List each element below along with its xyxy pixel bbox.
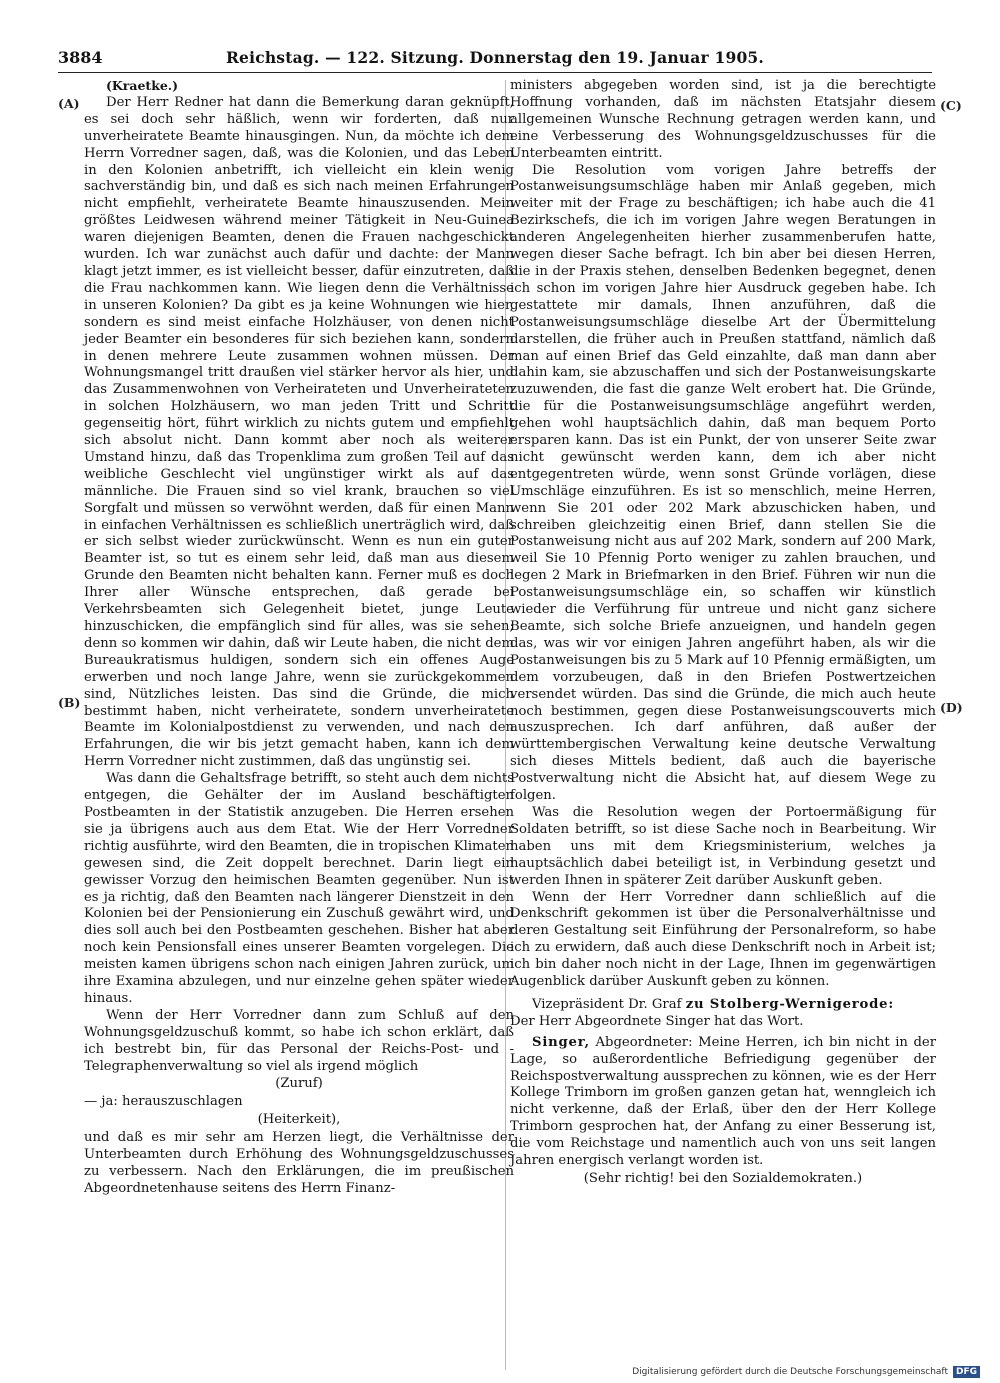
paragraph: Der Herr Redner hat dann die Bemerkung daran geknüpft, es sei doch sehr häßlich, wenn wir forderten, daß nur unverheiratete Beamte hinausgingen. Nun, da möchte ich dem Herrn Vorredner sagen, daß, was die Kolonien, und das Leben in den Kolonien anbetrifft, ich vielleicht ein klein wenig sachverständig bin, und daß es sich nach meinen Erfahrungen nicht empfiehlt, verheiratete Beamte hinauszusenden. Mein größtes Leidwesen während meiner Tätigkeit in Neu-Guinea waren diejenigen Beamten, denen die Frauen nachgeschickt wurden. Ich war zunächst auch dafür und dachte: der Mann klagt jetzt immer, es ist vielleicht besser, dafür einzutreten, daß die Frau nachkommen kann. Wie liegen denn die Verhältnisse in unseren Kolonien? Da gibt es ja keine Wohnungen wie hier, sondern es sind meist einfache Holzhäuser, von denen nicht jeder Beamter ein besonderes für sich beziehen kann, sondern in denen mehrere Leute zusammen wohnen müssen. Der Wohnungsmangel tritt draußen viel stärker hervor als hier, und das Zusammenwohnen von Verheirateten und Unverheirateten in solchen Holzhäusern, wo man jeden Tritt und Schritt gegenseitig hört, führt wirklich zu nichts gutem und empfiehlt sich absolut nicht. Dann kommt aber noch als weiterer Umstand hinzu, daß das Tropenklima zum großen Teil auf das weibliche Geschlecht viel ungünstiger wirkt als auf das männliche. Die Frauen sind so viel krank, brauchen so viel Sorgfalt und müssen so verwöhnt werden, daß für einen Mann in einfachen Verhältnissen es schließlich unerträglich wird, daß er sich selbst wieder zurückwünscht. Wenn es nun ein guter Beamter ist, so tut es einem sehr leid, daß man aus diesem Grunde den Beamten nicht behalten kann. Ferner muß es doch Ihrer aller Wünsche entsprechen, daß gerade bei Verkehrsbeamten sich Gelegenheit bietet, junge Leute hinzuschicken, die empfänglich sind für alles, was sie sehen; denn so kommen wir dahin, daß wir Leute haben, die nicht dem Bureaukratismus huldigen, sondern sich ein offenes Auge erwerben und noch lange Jahre, wenn sie zurückgekommen sind, Nützliches leisten. Das sind die Gründe, die mich bestimmt haben, nicht verheiratete, sondern unverheiratete Beamte im Kolonialpostdienst zu verwenden, und nach den Erfahrungen, die wir bis jetzt gemacht haben, kann ich dem Herrn Vorredner nicht zustimmen, daß das ungünstig sei. bbox=[84, 94, 514, 770]
vice-president-text: Der Herr Abgeordnete Singer hat das Wort. bbox=[510, 1013, 804, 1029]
speaker-singer: Singer, bbox=[532, 1034, 590, 1050]
margin-marker-d: (D) bbox=[940, 700, 963, 715]
singer-speech bbox=[510, 1035, 936, 1170]
running-title: Reichstag. — 122. Sitzung. Donnerstag den 19. Januar 1905. bbox=[225, 48, 765, 67]
paragraph: und daß es mir sehr am Herzen liegt, die Verhältnisse der Unterbeamten durch Erhöhung des Wohnungsgeldzuschusses zu verbessern. Nach den Erklärungen, die im preußischen Abgeordnetenhause seitens des Herrn Finanz- bbox=[84, 1130, 514, 1196]
dfg-logo: DFG bbox=[953, 1366, 980, 1378]
paragraph: Was die Resolution wegen der Portoermäßigung für Soldaten betrifft, so ist diese Sache noch in Bearbeitung. Wir haben uns mit dem Kriegsministerium, welches ja hauptsächlich dabei beteiligt ist, in Verbindung gesetzt und werden Ihnen in späterer Zeit darüber Auskunft geben. bbox=[510, 804, 936, 888]
paragraph: Was dann die Gehaltsfrage betrifft, so steht auch dem nichts entgegen, die Gehälter der im Ausland beschäftigten Postbeamten in der Statistik anzugeben. Die Herren ersehen sie ja übrigens auch aus dem Etat. Wie der Herr Vorredner richtig ausführte, wird den Beamten, die in tropischen Klimaten gewesen sind, die Zeit doppelt berechnet. Darin liegt ein gewisser Vorzug den heimischen Beamten gegenüber. Nun ist es ja richtig, daß den Beamten nach längerer Dienstzeit in den Kolonien bei der Pensionierung ein Zuschuß gewährt wird, und dies soll auch bei den Postbeamten geschehen. Bisher hat aber noch kein Pensionsfall eines unserer Beamten vorgelegen. Die meisten kamen übrigens schon nach einigen Jahren zurück, um ihre Examina abzulegen, und nur einzelne gehen später wieder hinaus. bbox=[84, 771, 514, 1006]
paragraph: ministers abgegeben worden sind, ist ja die berechtigte Hoffnung vorhanden, daß im nächsten Etatsjahr diesem allgemeinen Wunsche Rechnung getragen werden kann, und eine Verbesserung des Wohnungsgeldzuschusses für die Unterbeamten eintritt. bbox=[510, 78, 936, 161]
speaker-tag: (Kraetke.) bbox=[106, 78, 179, 93]
left-column bbox=[84, 78, 514, 1198]
singer-text: Abgeordneter: Meine Herren, ich bin nicht in der Lage, so außerordentliche Befriedigung gegenüber der Reichspostverwaltung aussprechen zu können, wie es der Herr Kollege Trimborn im großen ganzen getan hat, wenngleich ich nicht verkenne, daß der Erlaß, über den der Herr Kollege Trimborn gesprochen hat, der Anfang zu einer Besserung ist, die vom Reichstage und namentlich auch von uns seit langen Jahren energisch verlangt worden ist. bbox=[510, 1034, 937, 1169]
page-number: 3884 bbox=[58, 48, 103, 67]
vice-president-name: zu Stolberg-Wernigerode: bbox=[685, 996, 895, 1012]
interjection-zuruf: (Zuruf) bbox=[275, 1076, 323, 1092]
footer-text: Digitalisierung gefördert durch die Deutsche Forschungsgemeinschaft bbox=[632, 1367, 948, 1377]
paragraph: — ja: herauszuschlagen bbox=[84, 1094, 243, 1110]
vice-president-intro: Vizepräsident Dr. Graf bbox=[532, 996, 682, 1012]
vice-president-line bbox=[510, 997, 936, 1031]
interjection-applause: (Sehr richtig! bei den Sozialdemokraten.) bbox=[583, 1171, 863, 1186]
page-header bbox=[58, 46, 932, 73]
paragraph: Die Resolution vom vorigen Jahre betreffs der Postanweisungsumschläge haben mir Anlaß gegeben, mich weiter mit der Frage zu beschäftigen; ich habe auch die 41 Bezirkschefs, die ich im vorigen Jahre wegen Beratungen in anderen Angelegenheiten hierher zusammenberufen hatte, wegen dieser Sache befragt. Ich bin aber bei diesen Herren, die in der Praxis stehen, denselben Bedenken begegnet, denen ich schon im vorigen Jahre hier Ausdruck gegeben habe. Ich gestattete mir damals, Ihnen anzuführen, daß die Postanweisungsumschläge dieselbe Art der Übermittelung darstellen, die früher auch in Preußen stattfand, nämlich daß man auf einen Brief das Geld einzahlte, daß man dann aber dahin kam, sie abzuschaffen und sich der Postanweisungskarte zuzuwenden, die fast die ganze Welt erobert hat. Die Gründe, die für die Postanweisungsumschläge angeführt werden, gehen wohl hauptsächlich dahin, daß man bequem Porto ersparen kann. Das ist ein Punkt, der von unserer Seite zwar nicht gewünscht werden kann, dem ich aber nicht entgegentreten würde, wenn sonst Gründe vorlägen, diese Umschläge einzuführen. Es ist so menschlich, meine Herren, wenn Sie 201 oder 202 Mark abzuschicken haben, und schreiben gleichzeitig einen Brief, dann stellen Sie die Postanweisung nicht aus auf 202 Mark, sondern auf 200 Mark, weil Sie 10 Pfennig Porto weniger zu zahlen brauchen, und legen 2 Mark in Briefmarken in den Brief. Führen wir nun die Postanweisungsumschläge ein, so schaffen wir künstlich wieder die Verführung für untreue und nicht ganz sichere Beamte, sich solche Briefe anzueignen, und handeln gegen das, was wir vor einigen Jahren angeführt haben, als wir die Postanweisungen bis zu 5 Mark auf 10 Pfennig ermäßigten, um dem vorzubeugen, daß in den Briefen Postwertzeichen versendet würden. Das sind die Gründe, die mich auch heute noch bestimmen, gegen diese Postanweisungscouverts mich auszusprechen. Ich darf anführen, daß außer der württembergischen Verwaltung keine deutsche Verwaltung sich dieses Mittels bedient, daß auch die bayerische Postverwaltung nicht die Absicht hat, auf diesem Wege zu folgen. bbox=[510, 162, 936, 804]
margin-marker-c: (C) bbox=[940, 98, 962, 113]
interjection-heiterkeit: (Heiterkeit), bbox=[257, 1112, 341, 1128]
margin-marker-a: (A) bbox=[58, 96, 80, 111]
margin-marker-b: (B) bbox=[58, 695, 81, 710]
footer bbox=[560, 1366, 980, 1378]
right-column bbox=[510, 78, 936, 1189]
paragraph: Wenn der Herr Vorredner dann schließlich auf die Denkschrift gekommen ist über die Personalverhältnisse und deren Gestaltung seit Einführung der Personalreform, so habe ich zu erwidern, daß auch diese Denkschrift noch in Arbeit ist; ich bin daher noch nicht in der Lage, Ihnen im gegenwärtigen Augenblick darüber Auskunft geben zu können. bbox=[510, 889, 936, 990]
paragraph: Wenn der Herr Vorredner dann zum Schluß auf den Wohnungsgeldzuschuß kommt, so habe ich schon erklärt, daß ich bestrebt bin, für das Personal der Reichs-Post- und -Telegraphenverwaltung so viel als irgend möglich bbox=[84, 1007, 514, 1074]
